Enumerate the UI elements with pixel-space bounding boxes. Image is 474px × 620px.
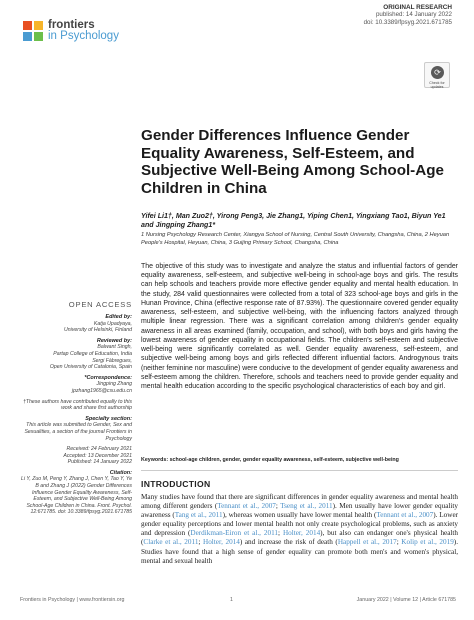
footer-volume-info: January 2022 | Volume 12 | Article 671785: [356, 597, 456, 603]
correspondence-name: Jingping Zhang: [96, 381, 132, 388]
citation-link[interactable]: Kolip et al., 2019: [401, 538, 454, 547]
citation-link[interactable]: Tang et al., 2011: [174, 511, 223, 520]
check-for-updates-button[interactable]: [424, 62, 450, 88]
intro-text: ;: [278, 529, 283, 538]
correspondence-block: [20, 375, 132, 395]
reviewer-affiliation: Open University of Catalonia, Spain: [49, 364, 132, 371]
intro-text: ). Men usually have lower gender equality awareness (: [141, 502, 459, 520]
article-meta: [364, 4, 452, 26]
citation-block: [20, 470, 132, 516]
author-list: Yifei Li1†, Man Zuo2†, Yirong Peng3, Jie Zhang1, Yiping Chen1, Yingxiang Tao1, Biyun Ye1 and Jingping Zhang1*: [141, 212, 446, 230]
reviewer-name: Sergi Fàbregues,: [92, 357, 132, 364]
affiliations: 1 Nursing Psychology Research Center, Xiangya School of Nursing, Central South University, Changsha, China, 2 Heyuan People's Hospital, Heyuan, China, 3 Guijing Primary School, Changsha, China: [141, 232, 450, 246]
citation-link[interactable]: Holter, 2014: [203, 538, 240, 547]
intro-text: ). Studies have found that a high sense of gender equality can promote both men's and women's physical, mental and sexual health: [141, 538, 458, 565]
intro-text: ;: [198, 538, 204, 547]
specialty-section-block: [20, 416, 132, 442]
frontiers-logo-icon: [22, 20, 44, 42]
doi-link[interactable]: doi: 10.3389/fpsyg.2021.671785: [363, 18, 452, 26]
refresh-icon: ⟳: [431, 66, 444, 79]
citation-link[interactable]: Tseng et al., 2011: [280, 502, 333, 511]
editor-affiliation: University of Helsinki, Finland: [63, 327, 132, 334]
citation-link[interactable]: Happell et al., 2017: [337, 538, 397, 547]
editor-name: Katja Upadyaya,: [93, 320, 132, 327]
abstract: The objective of this study was to investigate and analyze the status and influential factors of gender equality awareness, self-esteem, and subjective well-being in school-age boys and girls. The results can help schools and teachers provide more effective gender equality and mental health education. In the study, 284 valid questionnaires were collected from a total of 323 school-age boys and girls in the Hunan Province, China (effective response rate of 87.93%). The questionnaire covered gender equality awareness, self-esteem, and subjective well-being, with the influencing factors analyzed through multiple linear regression. There was a significant correlation among children's gender equality awareness in all areas examined (family, occupation, and school), with both boys and girls having the lowest awareness of gender equality in occupational fields. The children's self-esteem and subjective well-being were significantly correlated as well. Gender equality awareness, self-esteem, and subjective well-being among boys and girls reflected different influential factors. Androgynous traits (neither feminine nor masculine) were conducive to the development of gender equality awareness and self-esteem among the children. Therefore, schools and teachers need to provide gender equality and mental health education according to the specific psychological characteristics of each boy and girl.: [141, 263, 458, 391]
article-sidebar: [20, 300, 132, 520]
specialty-section-label: Specialty section:: [85, 415, 132, 422]
received-date: Received: 24 February 2021: [66, 446, 132, 453]
edited-by-block: [20, 314, 132, 334]
citation-link[interactable]: Holter, 2014: [282, 529, 321, 538]
section-divider: [141, 470, 458, 471]
keywords-list: school-age children, gender, gender equality awareness, self-esteem, subjective well-being: [169, 457, 399, 463]
article-title: Gender Differences Influence Gender Equality Awareness, Self-Esteem, and Subjective Well-Being Among School-Age Children in China: [141, 127, 444, 197]
logo-brand-text: frontiers: [48, 19, 95, 31]
intro-text: ). Lower gender equality perceptions and lower mental health not only create psychological problems, such as anxiety and depression (: [141, 511, 459, 538]
article-type: ORIGINAL RESEARCH: [383, 4, 452, 11]
frontiers-logo[interactable]: [22, 20, 142, 50]
citation-text: Li Y, Zuo M, Peng Y, Zhang J, Chen Y, Tao Y, Ye B and Zhang J (2022) Gender Differences Influence Gender Equality Awareness, Self-Esteem, and Subjective Well-Being Among School-Age Children in China. Front. Psychol. 12:671785. doi: 10.3389/fpsyg.2021.671785: [20, 476, 132, 516]
accepted-date: Accepted: 13 December 2021: [63, 452, 132, 459]
keywords: [141, 457, 458, 464]
reviewed-by-label: Reviewed by:: [96, 337, 132, 344]
introduction-paragraph: [141, 493, 458, 566]
open-access-label: OPEN ACCESS: [68, 300, 132, 309]
intro-text: ;: [396, 538, 402, 547]
correspondence-label: *Correspondence:: [84, 374, 132, 381]
intro-text: ), whereas women usually have lower mental health (: [222, 511, 377, 520]
edited-by-label: Edited by:: [105, 314, 132, 320]
footer-journal-link[interactable]: Frontiers in Psychology | www.frontiersin.org: [20, 597, 125, 603]
citation-link[interactable]: Tennant et al., 2007: [376, 511, 434, 520]
keywords-label: Keywords:: [141, 457, 169, 463]
specialty-section-text: This article was submitted to Gender, Sex and Sexualities, a section of the journal Frontiers in Psychology: [24, 422, 132, 442]
reviewer-affiliation: Partap College of Education, India: [53, 350, 132, 357]
citation-link[interactable]: Clarke et al., 2011: [143, 538, 199, 547]
introduction-heading: INTRODUCTION: [141, 479, 211, 489]
page-number: 1: [230, 597, 233, 603]
logo-journal-name: in Psychology: [48, 30, 119, 42]
reviewer-name: Balwant Singh,: [97, 344, 132, 351]
equal-contribution-note: †These authors have contributed equally to this work and share first authorship: [22, 398, 132, 412]
dates-block: [20, 446, 132, 466]
reviewed-by-block: [20, 338, 132, 371]
citation-link[interactable]: Tennant et al., 2007: [217, 502, 276, 511]
intro-text: ) and increase the risk of death (: [239, 538, 338, 547]
check-updates-label: Check for updates: [429, 81, 445, 89]
correspondence-email[interactable]: jpzhang1965@csu.edu.cn: [71, 387, 132, 394]
intro-text: ;: [275, 502, 281, 511]
published-date-sidebar: Published: 14 January 2022: [67, 459, 132, 466]
intro-text: Many studies have found that there are significant differences in gender equality awareness and mental health among different genders (: [141, 493, 458, 511]
citation-label: Citation:: [109, 469, 132, 476]
citation-link[interactable]: Derdikman-Eiron et al., 2011: [190, 529, 279, 538]
intro-text: ), but also can endanger one's physical health (: [141, 529, 459, 547]
published-date: published: 14 January 2022: [375, 11, 452, 19]
